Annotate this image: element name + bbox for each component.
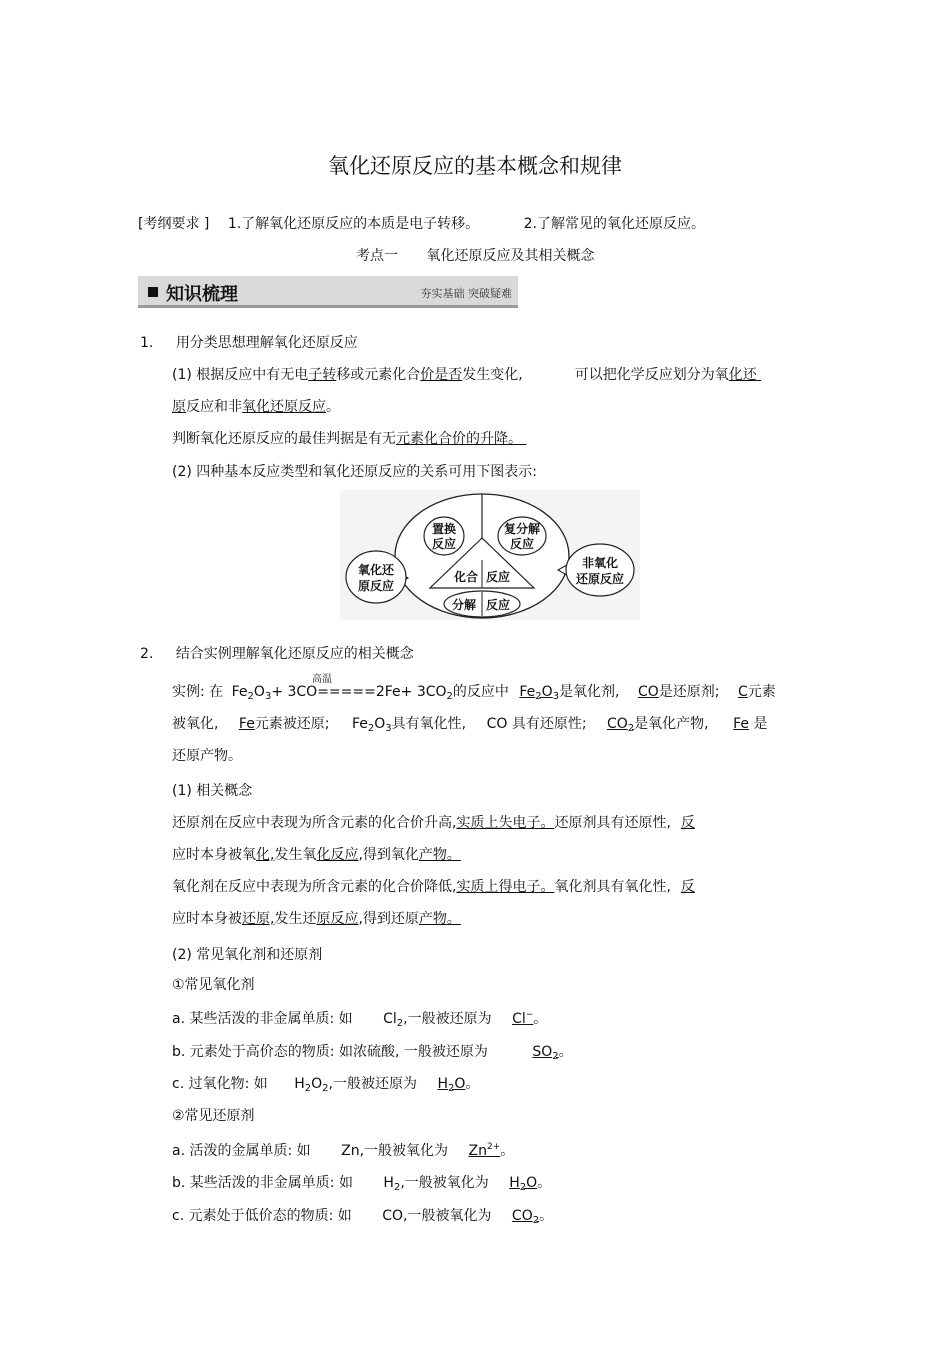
formula: CO [511, 1208, 533, 1224]
text: ,一般被还原为 [328, 1076, 417, 1092]
subscript: 2 [396, 1018, 404, 1029]
blank-answer: 反 [680, 815, 695, 831]
formula [383, 1011, 403, 1027]
diagram-label: 反应 [485, 570, 511, 584]
text: c. 元素处于低价态的物质: 如 [172, 1208, 352, 1224]
banner-title: 知识梳理 [166, 284, 238, 305]
para-1-line-2 [172, 396, 340, 416]
formula: H [383, 1175, 394, 1191]
blank-answer: 原 [172, 399, 186, 415]
subscript: 2 [519, 1182, 527, 1193]
subheading-concepts: (1) 相关概念 [172, 783, 253, 799]
page-title: 氧化还原反应的基本概念和规律 [328, 154, 622, 178]
subscript: 2 [247, 691, 254, 702]
text: 还原剂具有还原性, [554, 815, 671, 831]
text: 发生变化, [462, 367, 523, 383]
subscript: 3 [385, 723, 392, 734]
subscript: 2 [535, 691, 542, 702]
text: 发生氧 [274, 847, 317, 863]
formula: O [541, 684, 553, 700]
section-title: 结合实例理解氧化还原反应的相关概念 [175, 646, 414, 662]
subscript: 2 [304, 1083, 312, 1094]
subscript: 2 [552, 1051, 559, 1062]
text: 反应和非 [186, 399, 242, 415]
formula: O [253, 684, 265, 700]
reductant-item-b [172, 1172, 551, 1192]
oxidant-item-c [172, 1073, 479, 1093]
syllabus-tag: [考纲要求 ] [138, 216, 210, 232]
para-1-line-1 [172, 364, 779, 384]
text: 实例: 在 [172, 684, 224, 700]
section-1-heading [140, 332, 358, 352]
blank-answer: 反 [680, 879, 695, 895]
subscript: 2 [322, 1083, 329, 1094]
subscript: 3 [552, 691, 560, 702]
formula: Fe [519, 684, 536, 700]
blank-answer [512, 1011, 533, 1027]
text: 被氧化, [172, 716, 219, 732]
blank-answer: CO [637, 684, 659, 700]
reaction-condition: 高温 [312, 674, 332, 685]
example-line-2 [172, 713, 767, 733]
text: 。 [326, 399, 340, 415]
subscript: 2 [532, 1215, 540, 1226]
subscript: 2 [447, 1083, 455, 1094]
text: 元素被还原; [254, 716, 330, 732]
blank-answer: 元素化合价的升降。 [396, 431, 522, 447]
text: b. 元素处于高价态的物质: 如浓硫酸, 一般被还原为 [172, 1044, 488, 1060]
superscript: − [525, 1010, 534, 1020]
blank-answer [509, 1175, 537, 1191]
reductant-line-2 [172, 844, 461, 864]
subheading-common: (2) 常见氧化剂和还原剂 [172, 947, 323, 963]
diagram-label: 氧化还 [357, 563, 395, 577]
blank-answer: C [737, 684, 748, 700]
formula: SO [532, 1044, 553, 1060]
topic-number: 考点一 [356, 248, 398, 264]
reductant-item-c [172, 1205, 553, 1225]
subscript: 3 [264, 691, 272, 702]
text: 。 [558, 1044, 573, 1060]
formula: H [294, 1076, 305, 1092]
blank-answer [519, 684, 559, 700]
section-title: 用分类思想理解氧化还原反应 [175, 335, 358, 351]
reductant-line-1 [172, 812, 733, 832]
topic-heading [356, 245, 594, 265]
text: 是氧化产物, [634, 716, 709, 732]
subscript: 2 [367, 723, 375, 734]
blank-answer: 化, [256, 847, 275, 863]
blank-answer [532, 1044, 558, 1060]
text: CO 具有还原性; [486, 716, 587, 732]
blank-answer: Fe [733, 716, 749, 732]
formula [352, 716, 392, 732]
section-banner [138, 276, 518, 308]
formula: CO [382, 1208, 404, 1224]
text: 是还原剂; [658, 684, 720, 700]
subscript: 2 [446, 691, 453, 702]
formula: Zn [468, 1143, 487, 1159]
syllabus-req-1: 1.了解氧化还原反应的本质是电子转移。 [227, 216, 480, 232]
section-number: 2. [140, 646, 154, 662]
text: ,一般被氧化为 [403, 1208, 492, 1224]
formula: H [437, 1076, 448, 1092]
blank-answer [607, 716, 634, 732]
formula: Cl [383, 1011, 397, 1027]
diagram-label: 置换 [431, 522, 457, 536]
subscript: 2 [627, 723, 635, 734]
blank-answer: 产物。 [418, 911, 461, 927]
formula [383, 1175, 400, 1191]
formula [294, 1076, 328, 1092]
non-redox-circle [566, 544, 634, 596]
blank-answer: 氧化还原反应 [242, 399, 326, 415]
text: 发生还 [274, 911, 317, 927]
subscript: 2 [393, 1182, 401, 1193]
oxidant-item-a [172, 1008, 547, 1028]
formula: O [526, 1175, 538, 1191]
text: 元素 [747, 684, 776, 700]
section-2-heading [140, 643, 414, 663]
superscript: 2+ [486, 1142, 501, 1152]
blank-line [522, 431, 558, 447]
blank-answer: 化还 [728, 367, 757, 383]
blank-answer: 化反应 [316, 847, 359, 863]
square-bullet-icon [148, 287, 158, 297]
reductant-item-a [172, 1140, 514, 1160]
formula: Fe [231, 684, 248, 700]
example-line-1 [172, 681, 776, 701]
text: 。 [539, 1208, 554, 1224]
reductants-heading: ②常见还原剂 [172, 1108, 255, 1124]
blank-answer: 实质上失电子。 [456, 815, 555, 831]
formula: Cl [512, 1011, 526, 1027]
blank-answer: 产物。 [418, 847, 461, 863]
blank-answer: 价是否 [420, 367, 463, 383]
formula: O [311, 1076, 323, 1092]
para-1-line-3 [172, 428, 558, 448]
text: ,一般被氧化为 [400, 1175, 489, 1191]
syllabus-line [138, 213, 705, 233]
diagram-label: 还原反应 [575, 572, 625, 586]
formula: O [454, 1076, 466, 1092]
blank-answer: 原反应 [316, 911, 359, 927]
text: 判断氧化还原反应的最佳判据是有无 [172, 431, 396, 447]
diagram-label: 非氧化 [581, 556, 619, 570]
equation [232, 684, 453, 700]
blank-answer: 还原, [242, 911, 275, 927]
redox-circle [346, 551, 406, 603]
reaction-type-diagram [340, 490, 640, 620]
syllabus-req-2: 2.了解常见的氧化还原反应。 [523, 216, 705, 232]
blank-answer: 实质上得电子。 [456, 879, 555, 895]
formula: Zn [341, 1143, 360, 1159]
diagram-label: 化合 [453, 570, 479, 584]
formula: O [374, 716, 386, 732]
oxidant-line-1 [172, 876, 717, 896]
text: 氧化剂具有氧化性, [554, 879, 671, 895]
text: 可以把化学反应划分为氧 [574, 367, 729, 383]
text: c. 过氧化物: 如 [172, 1076, 268, 1092]
blank-answer [437, 1076, 465, 1092]
text: 。 [537, 1175, 552, 1191]
diagram-label: 反应 [485, 598, 511, 612]
blank-answer: 子转 [308, 367, 337, 383]
text: a. 活泼的金属单质: 如 [172, 1143, 311, 1159]
text: 。 [500, 1143, 515, 1159]
text: 具有氧化性, [391, 716, 467, 732]
text: 氧化剂在反应中表现为所含元素的化合价降低, [172, 879, 457, 895]
diagram-label: 原反应 [357, 579, 395, 593]
formula: CO [607, 716, 628, 732]
text: 是 [753, 716, 768, 732]
text: ,得到还原 [358, 911, 419, 927]
text: a. 某些活泼的非金属单质: 如 [172, 1011, 353, 1027]
formula: H [509, 1175, 520, 1191]
text: ,一般被氧化为 [359, 1143, 449, 1159]
text: 还原剂在反应中表现为所含元素的化合价升高, [172, 815, 457, 831]
text: 是氧化剂, [559, 684, 620, 700]
blank-answer [512, 1208, 539, 1224]
topic-name: 氧化还原反应及其相关概念 [426, 248, 595, 264]
text: (1) 根据反应中有无电 [172, 367, 309, 383]
text: 。 [533, 1011, 548, 1027]
section-number: 1. [140, 335, 154, 351]
text: 应时本身被氧 [172, 847, 256, 863]
blank-answer: Fe [238, 716, 255, 732]
text: 应时本身被 [172, 911, 242, 927]
banner-subtitle: 夯实基础 突破疑难 [420, 287, 512, 300]
text: 移或元素化合 [336, 367, 421, 383]
para-1-line-4: (2) 四种基本反应类型和氧化还原反应的关系可用下图表示: [172, 464, 537, 480]
oxidant-line-2 [172, 908, 461, 928]
text: ,得到氧化 [358, 847, 419, 863]
text: b. 某些活泼的非金属单质: 如 [172, 1175, 353, 1191]
diagram-label: 分解 [451, 598, 477, 612]
diagram-label: 复分解 [503, 522, 541, 536]
text: ,一般被还原为 [403, 1011, 492, 1027]
formula: + 3CO=====2Fe+ 3CO [271, 684, 447, 700]
example-line-3: 还原产物。 [172, 748, 242, 764]
diagram-label: 反应 [509, 537, 535, 551]
diagram-label: 反应 [431, 537, 457, 551]
oxidants-heading: ①常见氧化剂 [172, 977, 255, 993]
blank-answer [468, 1143, 500, 1159]
oxidant-item-b [172, 1041, 573, 1061]
blank-line [757, 367, 779, 383]
text: 。 [465, 1076, 480, 1092]
formula: Fe [351, 716, 368, 732]
text: 的反应中 [452, 684, 509, 700]
